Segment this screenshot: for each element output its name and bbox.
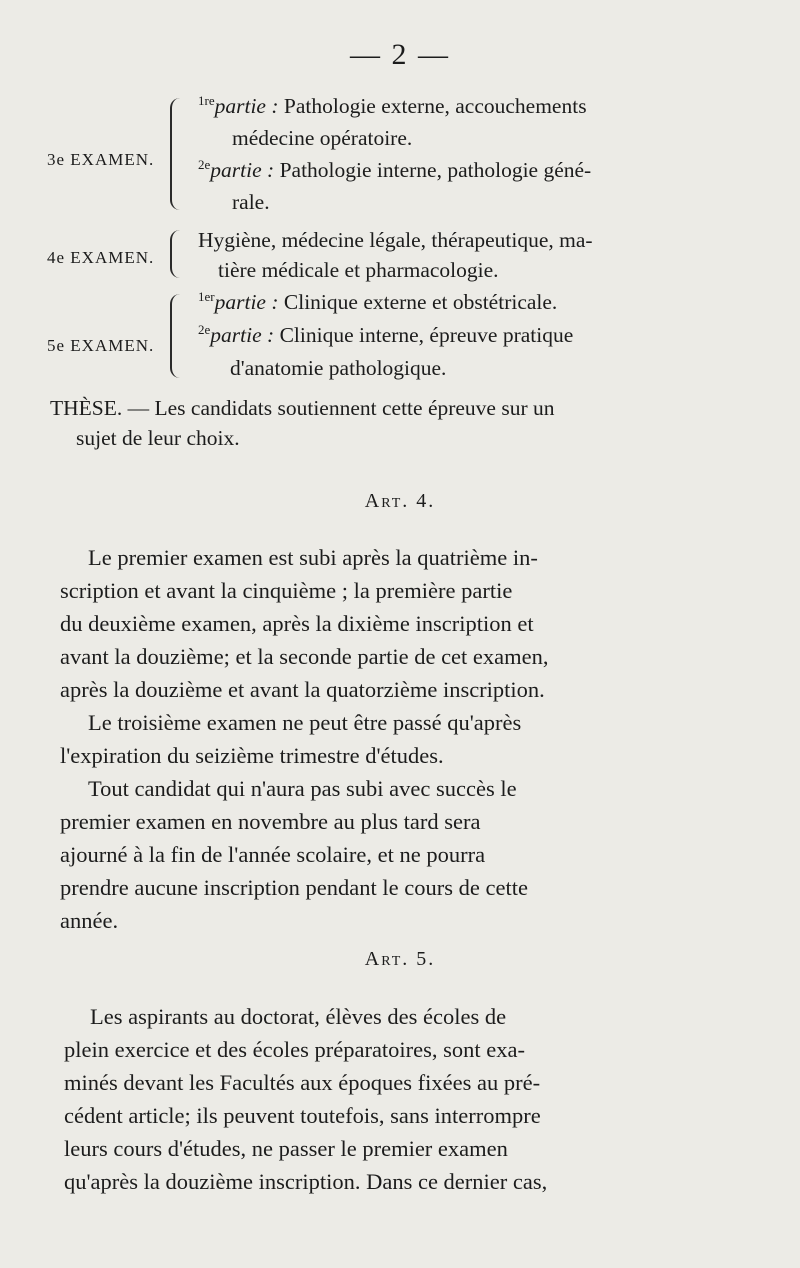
exam-3-label: 3e EXAMEN.	[47, 150, 155, 169]
art4-line-9: premier examen en novembre au plus tard sera	[60, 809, 481, 834]
exam-5-line-2: $^{2e}$partie : Clinique interne, épreuve pratique	[198, 322, 574, 347]
exam-3-line-1: $^{1re}$partie : Pathologie externe, accouchements	[198, 93, 587, 118]
page-number: — 2 —	[350, 38, 450, 71]
art5-line-1: Les aspirants au doctorat, élèves des écoles de	[90, 1004, 507, 1029]
exam-4-label: 4e EXAMEN.	[47, 248, 155, 267]
exam-4-brace	[170, 230, 186, 278]
exam-3-line-3: $^{2e}$partie : Pathologie interne, pathologie géné-	[198, 157, 592, 182]
art5-line-3: minés devant les Facultés aux époques fixées au pré-	[64, 1070, 541, 1095]
exam-3-brace	[170, 98, 186, 210]
art5-line-2: plein exercice et des écoles préparatoires, sont exa-	[64, 1037, 526, 1062]
exam-4-line-1: Hygiène, médecine légale, thérapeutique, ma-	[198, 228, 593, 252]
exam-3-line-4: rale.	[232, 190, 270, 214]
exam-5-brace	[170, 294, 186, 378]
article-5-heading: Art. 5.	[364, 948, 436, 970]
art4-line-7: l'expiration du seizième trimestre d'études.	[60, 743, 444, 768]
exam-5-line-1: $^{1er}$partie : Clinique externe et obstétricale.	[198, 289, 558, 314]
these-line-2: sujet de leur choix.	[76, 426, 240, 450]
art4-line-6: Le troisième examen ne peut être passé qu'après	[88, 710, 522, 735]
exam-4-line-2: tière médicale et pharmacologie.	[218, 258, 499, 282]
art4-line-2: scription et avant la cinquième ; la première partie	[60, 578, 513, 603]
article-4-heading: Art. 4.	[364, 490, 436, 512]
art4-line-4: avant la douzième; et la seconde partie de cet examen,	[60, 644, 549, 669]
exam-5-line-3: d'anatomie pathologique.	[230, 356, 447, 380]
art4-line-12: année.	[60, 908, 119, 933]
exam-5-label: 5e EXAMEN.	[47, 336, 155, 355]
art4-line-10: ajourné à la fin de l'année scolaire, et ne pourra	[60, 842, 486, 867]
art4-line-11: prendre aucune inscription pendant le cours de cette	[60, 875, 528, 900]
these-line-1: THÈSE. — Les candidats soutiennent cette épreuve sur un	[50, 396, 555, 420]
exam-3-line-2: médecine opératoire.	[232, 126, 413, 150]
art5-line-6: qu'après la douzième inscription. Dans ce dernier cas,	[64, 1169, 548, 1194]
art4-line-3: du deuxième examen, après la dixième inscription et	[60, 611, 534, 636]
art5-line-5: leurs cours d'études, ne passer le premier examen	[64, 1136, 508, 1161]
art5-line-4: cédent article; ils peuvent toutefois, sans interrompre	[64, 1103, 541, 1128]
art4-line-8: Tout candidat qui n'aura pas subi avec succès le	[88, 776, 517, 801]
art4-line-5: après la douzième et avant la quatorzième inscription.	[60, 677, 545, 702]
art4-line-1: Le premier examen est subi après la quatrième in-	[88, 545, 538, 570]
